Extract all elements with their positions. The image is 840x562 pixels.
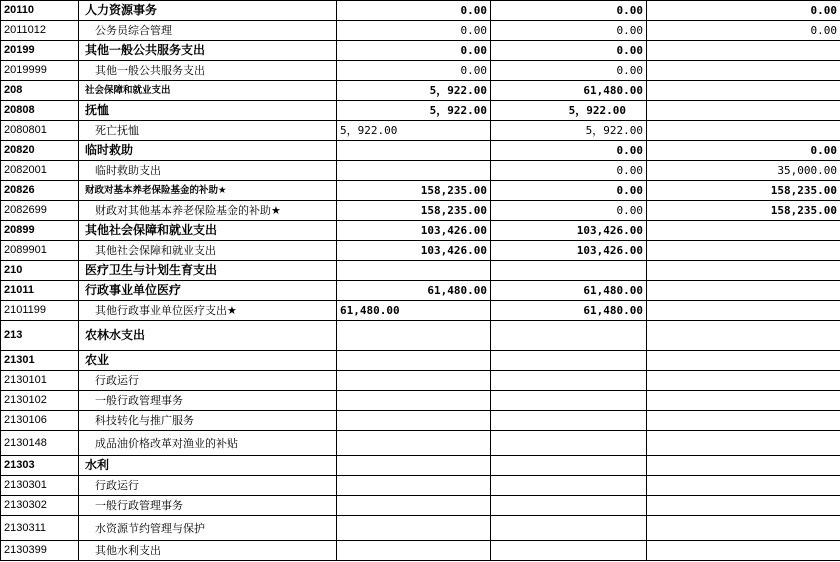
amount-cell-2 [491, 391, 647, 411]
amount-cell-2 [491, 456, 647, 476]
amount-cell-1: 103,426.00 [337, 241, 491, 261]
table-row [1, 121, 840, 141]
amount-cell-3 [647, 61, 840, 81]
table-row [1, 241, 840, 261]
amount-cell-3 [647, 516, 840, 541]
subject-name-cell: 其他社会保障和就业支出 [79, 221, 337, 241]
table-row [1, 496, 840, 516]
table-row [1, 201, 840, 221]
table-row [1, 301, 840, 321]
amount-cell-3 [647, 411, 840, 431]
amount-cell-2 [491, 351, 647, 371]
table-row [1, 41, 840, 61]
amount-cell-2: 0.00 [491, 181, 647, 201]
amount-cell-1 [337, 431, 491, 456]
subject-name-cell: 成品油价格改革对渔业的补贴 [79, 431, 337, 456]
subject-code-cell: 2130311 [1, 516, 79, 541]
amount-cell-3 [647, 241, 840, 261]
subject-name-cell: 其他社会保障和就业支出 [79, 241, 337, 261]
amount-cell-1: 158,235.00 [337, 201, 491, 221]
table-row [1, 81, 840, 101]
table-row [1, 541, 840, 561]
subject-name-cell: 死亡抚恤 [79, 121, 337, 141]
subject-name-cell: 人力资源事务 [79, 1, 337, 21]
subject-code-cell: 20899 [1, 221, 79, 241]
amount-cell-2 [491, 261, 647, 281]
amount-cell-1 [337, 321, 491, 351]
subject-code-cell: 2082001 [1, 161, 79, 181]
amount-cell-2: 103,426.00 [491, 241, 647, 261]
amount-cell-3: 0.00 [647, 1, 840, 21]
amount-cell-1: 103,426.00 [337, 221, 491, 241]
amount-cell-3 [647, 221, 840, 241]
amount-cell-1 [337, 391, 491, 411]
amount-cell-2: 0.00 [491, 1, 647, 21]
table-row [1, 431, 840, 456]
amount-cell-3 [647, 351, 840, 371]
amount-cell-2: 61,480.00 [491, 301, 647, 321]
amount-cell-1: 158,235.00 [337, 181, 491, 201]
subject-code-cell: 20826 [1, 181, 79, 201]
amount-cell-1 [337, 371, 491, 391]
subject-code-cell: 2011012 [1, 21, 79, 41]
amount-cell-1 [337, 516, 491, 541]
subject-code-cell: 2130148 [1, 431, 79, 456]
amount-cell-2 [491, 516, 647, 541]
amount-cell-1: 0.00 [337, 61, 491, 81]
subject-name-cell: 其他一般公共服务支出 [79, 61, 337, 81]
subject-name-cell: 财政对基本养老保险基金的补助★ [79, 181, 337, 201]
amount-cell-2 [491, 371, 647, 391]
amount-cell-3 [647, 391, 840, 411]
subject-name-cell: 农业 [79, 351, 337, 371]
amount-cell-1: 5，922.00 [337, 81, 491, 101]
amount-cell-1: 61,480.00 [337, 281, 491, 301]
amount-cell-3 [647, 81, 840, 101]
table-row [1, 1, 840, 21]
subject-code-cell: 21011 [1, 281, 79, 301]
subject-code-cell: 2019999 [1, 61, 79, 81]
subject-name-cell: 行政事业单位医疗 [79, 281, 337, 301]
amount-cell-2: 61,480.00 [491, 81, 647, 101]
amount-cell-3 [647, 321, 840, 351]
subject-name-cell: 其他一般公共服务支出 [79, 41, 337, 61]
subject-code-cell: 213 [1, 321, 79, 351]
amount-cell-2: 5，922.00 [491, 101, 647, 121]
table-row [1, 281, 840, 301]
amount-cell-1 [337, 261, 491, 281]
amount-cell-3 [647, 261, 840, 281]
amount-cell-1 [337, 351, 491, 371]
subject-code-cell: 208 [1, 81, 79, 101]
table-row [1, 221, 840, 241]
subject-code-cell: 2130302 [1, 496, 79, 516]
amount-cell-2: 0.00 [491, 201, 647, 221]
subject-name-cell: 财政对其他基本养老保险基金的补助★ [79, 201, 337, 221]
subject-name-cell: 行政运行 [79, 476, 337, 496]
amount-cell-2 [491, 476, 647, 496]
subject-name-cell: 社会保障和就业支出 [79, 81, 337, 101]
amount-cell-2: 103,426.00 [491, 221, 647, 241]
table-row [1, 456, 840, 476]
amount-cell-2: 61,480.00 [491, 281, 647, 301]
amount-cell-2 [491, 431, 647, 456]
amount-cell-3: 0.00 [647, 21, 840, 41]
amount-cell-3 [647, 476, 840, 496]
table-row [1, 261, 840, 281]
amount-cell-1: 0.00 [337, 1, 491, 21]
amount-cell-1: 0.00 [337, 21, 491, 41]
amount-cell-3 [647, 301, 840, 321]
subject-code-cell: 21303 [1, 456, 79, 476]
table-row [1, 61, 840, 81]
amount-cell-3: 158,235.00 [647, 181, 840, 201]
amount-cell-2: 0.00 [491, 21, 647, 41]
amount-cell-1: 0.00 [337, 41, 491, 61]
subject-code-cell: 2130399 [1, 541, 79, 561]
subject-name-cell: 水利 [79, 456, 337, 476]
subject-code-cell: 20199 [1, 41, 79, 61]
subject-code-cell: 2130102 [1, 391, 79, 411]
amount-cell-3 [647, 41, 840, 61]
table-row [1, 371, 840, 391]
amount-cell-1 [337, 541, 491, 561]
table-row [1, 321, 840, 351]
amount-cell-3 [647, 101, 840, 121]
subject-code-cell: 2082699 [1, 201, 79, 221]
amount-cell-1 [337, 476, 491, 496]
amount-cell-3 [647, 496, 840, 516]
table-row [1, 101, 840, 121]
subject-name-cell: 行政运行 [79, 371, 337, 391]
subject-name-cell: 农林水支出 [79, 321, 337, 351]
amount-cell-3 [647, 431, 840, 456]
amount-cell-1 [337, 456, 491, 476]
subject-name-cell: 其他水利支出 [79, 541, 337, 561]
amount-cell-3: 0.00 [647, 141, 840, 161]
subject-code-cell: 21301 [1, 351, 79, 371]
subject-code-cell: 20820 [1, 141, 79, 161]
amount-cell-1 [337, 411, 491, 431]
amount-cell-3 [647, 121, 840, 141]
subject-name-cell: 一般行政管理事务 [79, 496, 337, 516]
table-row [1, 161, 840, 181]
amount-cell-2 [491, 321, 647, 351]
table-body [1, 1, 840, 561]
amount-cell-1: 61,480.00 [337, 301, 491, 321]
amount-cell-2: 0.00 [491, 61, 647, 81]
amount-cell-2: 5，922.00 [491, 121, 647, 141]
amount-cell-1 [337, 496, 491, 516]
amount-cell-2 [491, 541, 647, 561]
amount-cell-3 [647, 281, 840, 301]
subject-name-cell: 抚恤 [79, 101, 337, 121]
subject-name-cell: 科技转化与推广服务 [79, 411, 337, 431]
subject-name-cell: 公务员综合管理 [79, 21, 337, 41]
subject-code-cell: 2080801 [1, 121, 79, 141]
subject-name-cell: 临时救助支出 [79, 161, 337, 181]
amount-cell-3 [647, 541, 840, 561]
subject-code-cell: 2101199 [1, 301, 79, 321]
table-row [1, 141, 840, 161]
subject-code-cell: 210 [1, 261, 79, 281]
table-row [1, 21, 840, 41]
subject-name-cell: 一般行政管理事务 [79, 391, 337, 411]
table-row [1, 181, 840, 201]
table-row [1, 391, 840, 411]
subject-name-cell: 其他行政事业单位医疗支出★ [79, 301, 337, 321]
table-row [1, 411, 840, 431]
amount-cell-2: 0.00 [491, 141, 647, 161]
amount-cell-3: 35,000.00 [647, 161, 840, 181]
table-row [1, 516, 840, 541]
amount-cell-1 [337, 141, 491, 161]
amount-cell-3 [647, 456, 840, 476]
subject-name-cell: 水资源节约管理与保护 [79, 516, 337, 541]
subject-code-cell: 2089901 [1, 241, 79, 261]
subject-code-cell: 2130301 [1, 476, 79, 496]
subject-code-cell: 2130101 [1, 371, 79, 391]
subject-code-cell: 20808 [1, 101, 79, 121]
amount-cell-2 [491, 496, 647, 516]
amount-cell-3: 158,235.00 [647, 201, 840, 221]
table-row [1, 476, 840, 496]
subject-code-cell: 20110 [1, 1, 79, 21]
amount-cell-2: 0.00 [491, 161, 647, 181]
amount-cell-1: 5，922.00 [337, 121, 491, 141]
amount-cell-1: 5，922.00 [337, 101, 491, 121]
amount-cell-1 [337, 161, 491, 181]
subject-code-cell: 2130106 [1, 411, 79, 431]
amount-cell-2: 0.00 [491, 41, 647, 61]
amount-cell-2 [491, 411, 647, 431]
subject-name-cell: 临时救助 [79, 141, 337, 161]
subject-name-cell: 医疗卫生与计划生育支出 [79, 261, 337, 281]
table-row [1, 351, 840, 371]
amount-cell-3 [647, 371, 840, 391]
